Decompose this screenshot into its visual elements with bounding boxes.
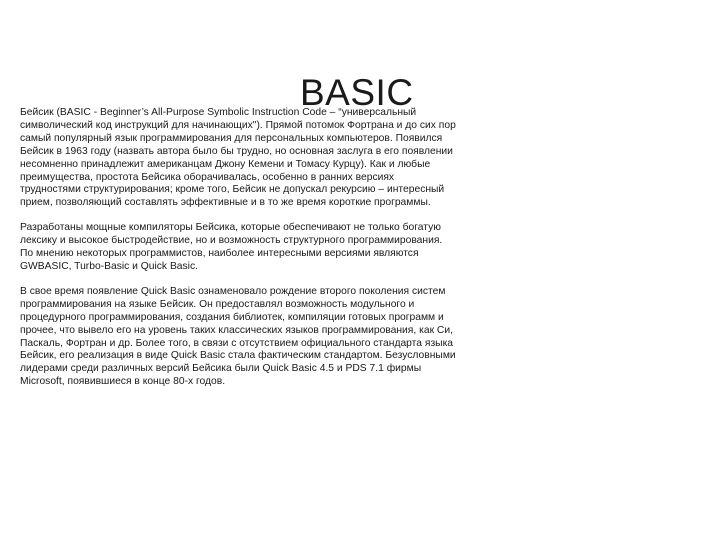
slide-body xyxy=(20,107,456,401)
slide-title: BASIC xyxy=(300,71,414,113)
paragraph-intro: Бейсик (BASIC - Beginner’s All-Purpose Symbolic Instruction Code – “универсальный символический код инструкций для начинающих"). Прямой потомок Фортрана и до сих пор самый популярный язык программирования для персональных компьютеров. Появился Бейсик в 1963 году (назвать автора было бы трудно, но основная заслуга в его появлении несомненно принадлежит американцам Джону Кемени и Томасу Курцу). Как и любые преимущества, простота Бейсика оборачивалась, особенно в ранних версиях трудностями структурирования; кроме того, Бейсик не допускал рекурсию – интересный прием, позволяющий составлять эффективные и в то же время короткие программы. xyxy=(20,107,456,209)
paragraph-compilers: Разработаны мощные компиляторы Бейсика, которые обеспечивают не только богатую лексику и высокое быстродействие, но и возможность структурного программирования. По мнению некоторых программистов, наиболее интересными версиями являются GWBASIC, Turbo-Basic и Quick Basic. xyxy=(20,222,443,272)
paragraph-quick-basic: В свое время появление Quick Basic ознаменовало рождение второго поколения систем программирования на языке Бейсик. Он предоставлял возможность модульного и процедурного программирования, создания библиотек, компиляции готовых программ и прочее, что вывело его на уровень таких классических языков программирования, как Си, Паскаль, Фортран и др. Более того, в связи с отсутствием официального стандарта языка Бейсик, его реализация в виде Quick Basic стала фактическим стандартом. Безусловными лидерами среди различных версий Бейсика были Quick Basic 4.5 и PDS 7.1 фирмы Microsoft, появившиеся в конце 80-х годов. xyxy=(20,285,456,388)
